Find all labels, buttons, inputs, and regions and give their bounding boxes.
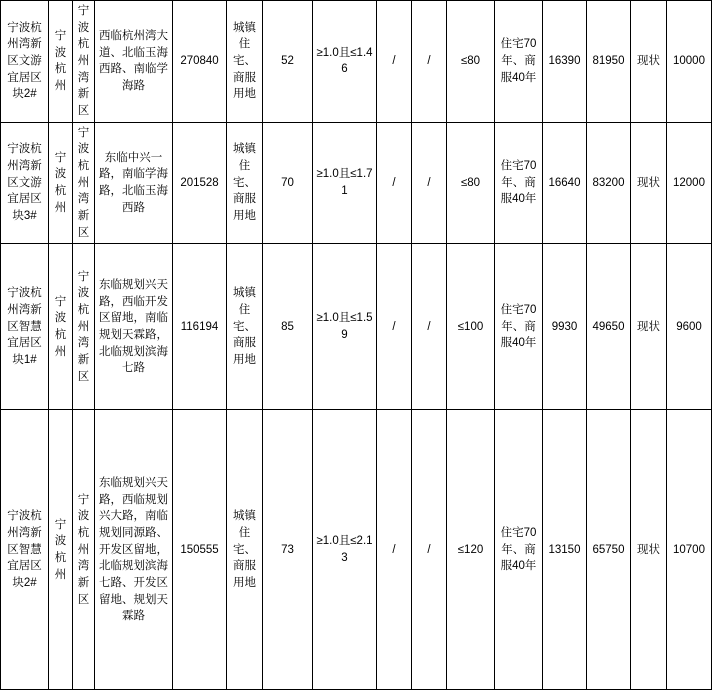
cell-status: 现状 xyxy=(631,122,667,244)
cell-ratio-range: ≥1.0且≤1.71 xyxy=(313,122,377,244)
cell-boundary: 西临杭州湾大道、北临玉海西路、南临学海路 xyxy=(95,1,173,123)
cell-status: 现状 xyxy=(631,244,667,410)
cell-price-start: 16640 xyxy=(543,122,587,244)
cell-ratio-range: ≥1.0且≤1.59 xyxy=(313,244,377,410)
cell-ratio-low: 52 xyxy=(263,1,313,123)
cell-term: 住宅70年、商服40年 xyxy=(495,410,543,690)
cell-area: 150555 xyxy=(173,410,227,690)
cell-project-name: 宁波杭州湾新区文游宜居区块3# xyxy=(1,122,49,244)
cell-ratio-low: 70 xyxy=(263,122,313,244)
cell-term: 住宅70年、商服40年 xyxy=(495,1,543,123)
cell-unit-price: 9600 xyxy=(667,244,712,410)
cell-ratio-range: ≥1.0且≤2.13 xyxy=(313,410,377,690)
cell-land-use: 城镇住宅、商服用地 xyxy=(227,244,263,410)
cell-ratio-low: 85 xyxy=(263,244,313,410)
cell-price-start: 16390 xyxy=(543,1,587,123)
cell-project-name: 宁波杭州湾新区智慧宜居区块1# xyxy=(1,244,49,410)
cell-status: 现状 xyxy=(631,1,667,123)
cell-term: 住宅70年、商服40年 xyxy=(495,122,543,244)
cell-price-deal: 65750 xyxy=(587,410,631,690)
cell-district-1: 宁波杭州 xyxy=(49,1,73,123)
cell-height-limit: ≤80 xyxy=(447,122,495,244)
cell-green-rate: / xyxy=(377,1,412,123)
cell-area: 270840 xyxy=(173,1,227,123)
cell-district-1: 宁波杭州 xyxy=(49,410,73,690)
cell-district-2: 宁波杭州湾新区 xyxy=(73,1,95,123)
cell-price-deal: 81950 xyxy=(587,1,631,123)
cell-district-2: 宁波杭州湾新区 xyxy=(73,122,95,244)
cell-price-deal: 49650 xyxy=(587,244,631,410)
cell-land-use: 城镇住宅、商服用地 xyxy=(227,1,263,123)
cell-district-1: 宁波杭州 xyxy=(49,122,73,244)
cell-height-limit: ≤100 xyxy=(447,244,495,410)
cell-land-use: 城镇住宅、商服用地 xyxy=(227,410,263,690)
cell-building-density: / xyxy=(412,1,447,123)
cell-ratio-low: 73 xyxy=(263,410,313,690)
cell-district-2: 宁波杭州湾新区 xyxy=(73,410,95,690)
cell-boundary: 东临规划兴天路，西临规划兴大路，南临规划同源路、开发区留地，北临规划滨海七路、开发区留地、规划天霖路 xyxy=(95,410,173,690)
cell-unit-price: 10000 xyxy=(667,1,712,123)
cell-height-limit: ≤80 xyxy=(447,1,495,123)
cell-building-density: / xyxy=(412,410,447,690)
table-row xyxy=(1,122,712,244)
cell-status: 现状 xyxy=(631,410,667,690)
cell-green-rate: / xyxy=(377,122,412,244)
cell-price-start: 9930 xyxy=(543,244,587,410)
cell-green-rate: / xyxy=(377,244,412,410)
table-row xyxy=(1,1,712,123)
cell-boundary: 东临中兴一路，南临学海路，北临玉海西路 xyxy=(95,122,173,244)
cell-project-name: 宁波杭州湾新区智慧宜居区块2# xyxy=(1,410,49,690)
cell-building-density: / xyxy=(412,122,447,244)
cell-boundary: 东临规划兴天路，西临开发区留地，南临规划天霖路，北临规划滨海七路 xyxy=(95,244,173,410)
cell-building-density: / xyxy=(412,244,447,410)
cell-land-use: 城镇住宅、商服用地 xyxy=(227,122,263,244)
cell-district-1: 宁波杭州 xyxy=(49,244,73,410)
cell-green-rate: / xyxy=(377,410,412,690)
cell-unit-price: 10700 xyxy=(667,410,712,690)
cell-area: 201528 xyxy=(173,122,227,244)
cell-district-2: 宁波杭州湾新区 xyxy=(73,244,95,410)
table-row xyxy=(1,410,712,690)
table-row xyxy=(1,244,712,410)
cell-ratio-range: ≥1.0且≤1.46 xyxy=(313,1,377,123)
cell-term: 住宅70年、商服40年 xyxy=(495,244,543,410)
cell-unit-price: 12000 xyxy=(667,122,712,244)
cell-price-start: 13150 xyxy=(543,410,587,690)
cell-area: 116194 xyxy=(173,244,227,410)
cell-height-limit: ≤120 xyxy=(447,410,495,690)
cell-project-name: 宁波杭州湾新区文游宜居区块2# xyxy=(1,1,49,123)
cell-price-deal: 83200 xyxy=(587,122,631,244)
